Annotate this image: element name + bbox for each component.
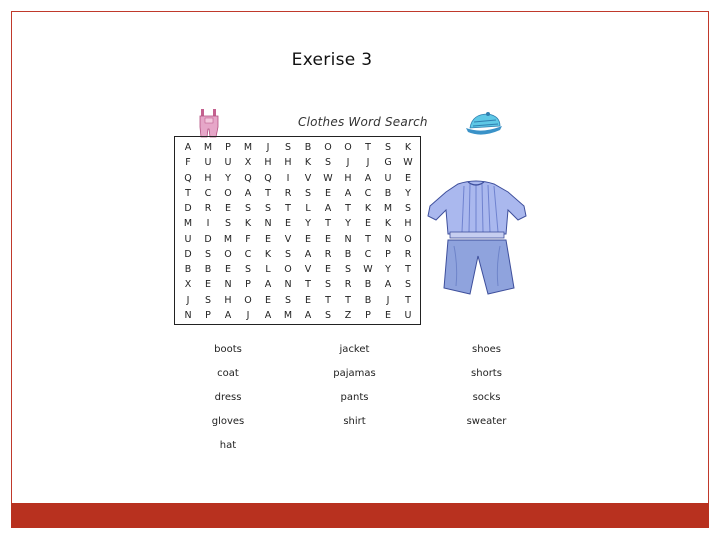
grid-letter: A (264, 279, 272, 291)
grid-letter: A (384, 279, 392, 291)
grid-letter: Y (225, 172, 231, 184)
grid-letter: M (283, 309, 293, 321)
grid-letter: H (284, 157, 292, 169)
grid-letter: L (305, 203, 311, 215)
grid-letter: O (224, 248, 232, 260)
grid-letter: Y (345, 218, 351, 230)
grid-letter: S (284, 248, 292, 260)
grid-letter: B (184, 264, 192, 276)
grid-letter: D (204, 233, 212, 245)
grid-letter: S (264, 203, 272, 215)
grid-letter: B (344, 248, 352, 260)
grid-letter: O (404, 233, 412, 245)
word-list-item: sweater (466, 415, 507, 427)
grid-letter: C (244, 248, 252, 260)
grid-letter: U (204, 157, 212, 169)
footer-bar (11, 503, 709, 528)
grid-letter: E (304, 233, 311, 245)
grid-letter: Y (405, 187, 411, 199)
grid-letter: E (224, 264, 231, 276)
grid-letter: T (325, 294, 331, 306)
grid-letter: A (364, 172, 372, 184)
grid-letter: B (364, 279, 372, 291)
grid-letter: V (284, 233, 292, 245)
grid-letter: A (344, 187, 352, 199)
grid-letter: S (324, 157, 332, 169)
grid-letter: K (384, 218, 392, 230)
grid-letter: S (244, 264, 252, 276)
grid-letter: T (345, 294, 351, 306)
grid-letter: N (264, 218, 272, 230)
grid-letter: E (284, 218, 291, 230)
grid-letter: H (224, 294, 232, 306)
grid-letter: R (204, 203, 212, 215)
grid-letter: N (384, 233, 392, 245)
grid-letter: S (204, 294, 212, 306)
grid-letter: L (265, 264, 271, 276)
grid-letter: M (203, 142, 213, 154)
grid-letter: J (366, 157, 370, 169)
grid-letter: U (404, 309, 412, 321)
grid-letter: U (384, 172, 392, 184)
grid-letter: S (284, 294, 292, 306)
grid-letter: X (244, 157, 252, 169)
grid-letter: P (385, 248, 391, 260)
grid-letter: A (224, 309, 232, 321)
grid-letter: S (344, 264, 352, 276)
grid-letter: T (405, 264, 411, 276)
outfit-icon (424, 176, 530, 302)
grid-letter: E (264, 233, 271, 245)
grid-letter: T (365, 233, 371, 245)
grid-letter: K (364, 203, 372, 215)
word-list-item: shorts (471, 367, 502, 379)
grid-letter: N (344, 233, 352, 245)
grid-letter: N (184, 309, 192, 321)
grid-letter: J (346, 157, 350, 169)
grid-letter: S (404, 279, 412, 291)
grid-letter: T (325, 218, 331, 230)
grid-letter: T (185, 187, 191, 199)
puzzle-heading: Clothes Word Search (298, 115, 428, 129)
grid-letter: A (304, 309, 312, 321)
grid-letter: E (224, 203, 231, 215)
grid-letter: O (244, 294, 252, 306)
overalls-icon (196, 107, 222, 139)
grid-letter: K (244, 218, 252, 230)
word-list-item: pajamas (333, 367, 376, 379)
grid-letter: O (324, 142, 332, 154)
grid-letter: B (384, 187, 392, 199)
grid-letter: Y (305, 218, 311, 230)
grid-letter: P (365, 309, 371, 321)
grid-letter: M (223, 233, 233, 245)
grid-letter: S (304, 187, 312, 199)
grid-letter: T (265, 187, 271, 199)
grid-letter: K (404, 142, 412, 154)
grid-letter: E (304, 294, 311, 306)
grid-letter: K (264, 248, 272, 260)
grid-letter: M (243, 142, 253, 154)
grid-letter: O (344, 142, 352, 154)
grid-letter: U (184, 233, 192, 245)
word-list-item: shirt (343, 415, 366, 427)
grid-letter: F (245, 233, 251, 245)
grid-letter: I (206, 218, 210, 230)
grid-letter: M (383, 203, 393, 215)
grid-letter: P (205, 309, 211, 321)
grid-letter: K (304, 157, 312, 169)
grid-letter: R (344, 279, 352, 291)
grid-letter: A (184, 142, 192, 154)
grid-letter: H (344, 172, 352, 184)
grid-letter: S (204, 248, 212, 260)
grid-letter: W (323, 172, 333, 184)
grid-letter: A (244, 187, 252, 199)
grid-letter: G (384, 157, 392, 169)
grid-letter: R (324, 248, 332, 260)
grid-letter: Y (385, 264, 391, 276)
grid-letter: D (184, 203, 192, 215)
grid-letter: S (324, 279, 332, 291)
grid-letter: H (264, 157, 272, 169)
grid-letter: J (266, 142, 270, 154)
word-list (170, 337, 550, 457)
grid-letter: Q (184, 172, 192, 184)
grid-letter: E (264, 294, 271, 306)
grid-letter: J (246, 309, 250, 321)
word-list-item: gloves (211, 415, 245, 427)
word-list-item: jacket (339, 343, 370, 355)
grid-letter: I (286, 172, 290, 184)
word-list-item: coat (217, 367, 239, 379)
grid-letter: H (404, 218, 412, 230)
grid-letter: N (224, 279, 232, 291)
grid-letter: A (264, 309, 272, 321)
grid-letter: S (284, 142, 292, 154)
word-list-item: boots (214, 343, 242, 355)
grid-letter: V (304, 172, 312, 184)
grid-letter: C (204, 187, 212, 199)
word-search-grid (178, 140, 418, 323)
grid-letter: O (284, 264, 292, 276)
grid-letter: E (404, 172, 411, 184)
grid-letter: T (405, 294, 411, 306)
cap-icon (462, 108, 506, 138)
grid-letter: T (285, 203, 291, 215)
word-list-item: dress (214, 391, 242, 403)
grid-letter: H (204, 172, 212, 184)
grid-letter: J (186, 294, 190, 306)
grid-letter: N (284, 279, 292, 291)
grid-letter: O (224, 187, 232, 199)
grid-letter: S (324, 309, 332, 321)
word-list-item: socks (472, 391, 501, 403)
grid-letter: E (204, 279, 211, 291)
grid-letter: A (304, 248, 312, 260)
grid-letter: C (364, 187, 372, 199)
grid-letter: T (345, 203, 351, 215)
grid-letter: S (384, 142, 392, 154)
grid-letter: Q (264, 172, 272, 184)
grid-letter: U (224, 157, 232, 169)
grid-letter: E (324, 233, 331, 245)
grid-letter: X (184, 279, 192, 291)
grid-letter: B (364, 294, 372, 306)
word-list-item: shoes (471, 343, 502, 355)
grid-letter: R (284, 187, 292, 199)
grid-letter: S (224, 218, 232, 230)
grid-letter: T (365, 142, 371, 154)
grid-letter: S (404, 203, 412, 215)
word-list-item: pants (340, 391, 369, 403)
grid-letter: E (324, 187, 331, 199)
grid-letter: W (403, 157, 413, 169)
grid-letter: W (363, 264, 373, 276)
grid-letter: C (364, 248, 372, 260)
grid-letter: E (364, 218, 371, 230)
word-list-item: hat (219, 439, 237, 451)
grid-letter: B (204, 264, 212, 276)
grid-letter: M (183, 218, 193, 230)
grid-letter: E (324, 264, 331, 276)
grid-letter: J (386, 294, 390, 306)
grid-letter: S (244, 203, 252, 215)
grid-letter: V (304, 264, 312, 276)
grid-letter: P (225, 142, 231, 154)
grid-letter: A (324, 203, 332, 215)
grid-letter: Z (344, 309, 352, 321)
slide-title: Exerise 3 (291, 50, 373, 70)
grid-letter: T (305, 279, 311, 291)
grid-letter: B (304, 142, 312, 154)
grid-letter: Q (244, 172, 252, 184)
grid-letter: R (404, 248, 412, 260)
grid-letter: F (185, 157, 191, 169)
grid-letter: D (184, 248, 192, 260)
grid-letter: P (245, 279, 251, 291)
grid-letter: E (384, 309, 391, 321)
